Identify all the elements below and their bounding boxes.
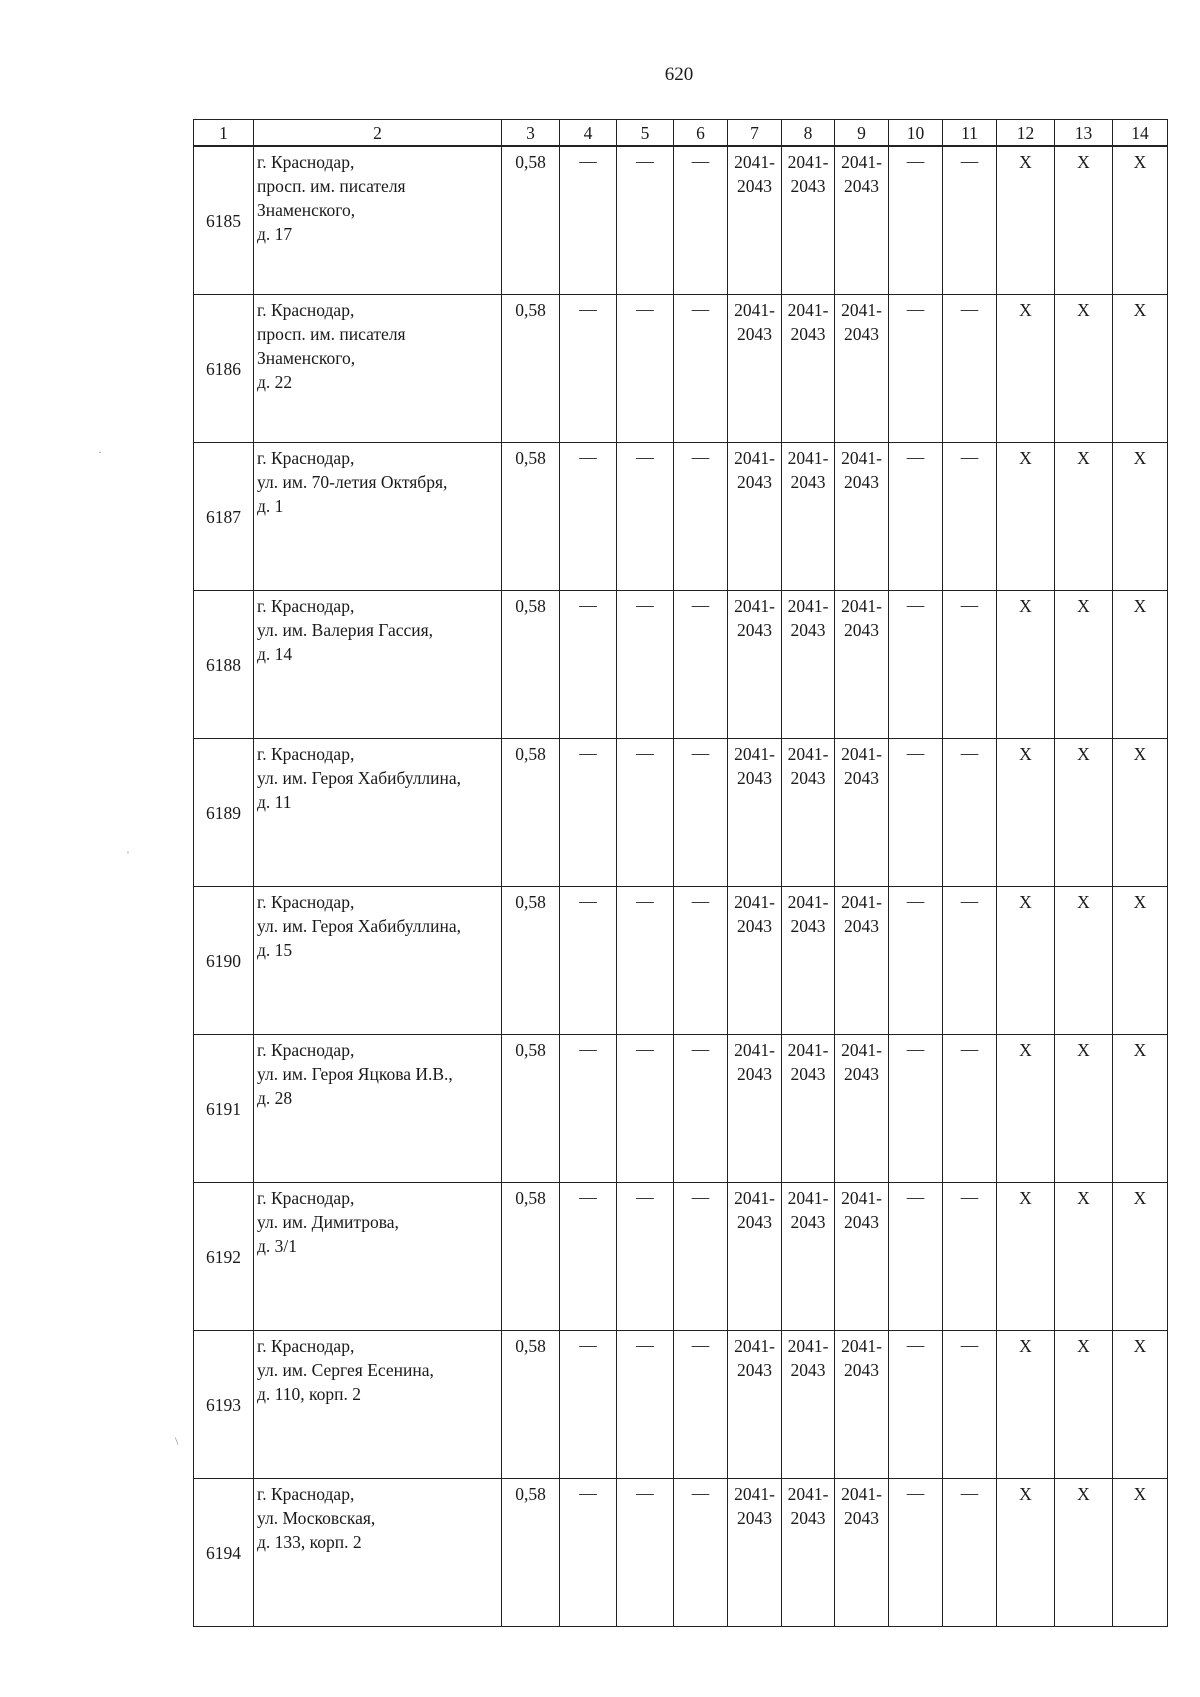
empty-dash-cell: —: [889, 1331, 943, 1479]
period-line: 2043: [737, 768, 772, 788]
column-header: 6: [674, 120, 728, 147]
table-row: [194, 295, 1168, 443]
x-mark-cell: Х: [1113, 1183, 1168, 1331]
period-line: 2041-: [734, 448, 775, 468]
column-header: 12: [997, 120, 1055, 147]
table-row: [194, 1479, 1168, 1627]
empty-dash-cell: —: [943, 295, 997, 443]
address-line: д. 28: [257, 1088, 293, 1108]
address-line: д. 3/1: [257, 1236, 298, 1256]
empty-dash-cell: —: [560, 887, 617, 1035]
empty-dash-cell: —: [674, 146, 728, 295]
address-line: ул. им. Героя Хабибуллина,: [257, 768, 462, 788]
column-header: 1: [194, 120, 254, 147]
empty-dash-cell: —: [617, 295, 674, 443]
column-header: 3: [502, 120, 560, 147]
period-cell: [728, 739, 782, 887]
x-mark-cell: Х: [1055, 295, 1113, 443]
address-line: г. Краснодар,: [257, 744, 355, 764]
x-mark-cell: Х: [997, 295, 1055, 443]
empty-dash-cell: —: [617, 1183, 674, 1331]
x-mark-cell: Х: [1055, 887, 1113, 1035]
period-line: 2041-: [841, 744, 882, 764]
column-number-header-row: [194, 120, 1168, 147]
row-number-cell: 6186: [194, 295, 254, 443]
row-number-cell: 6187: [194, 443, 254, 591]
period-line: 2041-: [841, 448, 882, 468]
x-mark-cell: Х: [997, 443, 1055, 591]
value-cell: 0,58: [502, 1035, 560, 1183]
period-line: 2043: [737, 1360, 772, 1380]
empty-dash-cell: —: [560, 1331, 617, 1479]
period-line: 2043: [844, 620, 879, 640]
period-line: 2041-: [787, 892, 829, 912]
empty-dash-cell: —: [674, 739, 728, 887]
period-line: 2043: [844, 1212, 879, 1232]
row-number-cell: 6189: [194, 739, 254, 887]
value-cell: 0,58: [502, 739, 560, 887]
table-row: [194, 1035, 1168, 1183]
empty-dash-cell: —: [943, 1479, 997, 1627]
period-line: 2041-: [787, 448, 829, 468]
period-line: 2041-: [787, 1188, 829, 1208]
scan-speck: ·: [126, 845, 130, 859]
period-line: 2041-: [787, 1336, 829, 1356]
period-line: 2043: [737, 916, 772, 936]
period-line: 2041-: [734, 1484, 775, 1504]
empty-dash-cell: —: [560, 591, 617, 739]
x-mark-cell: Х: [1055, 1331, 1113, 1479]
empty-dash-cell: —: [943, 887, 997, 1035]
address-cell: [254, 591, 502, 739]
period-cell: [782, 1479, 835, 1627]
x-mark-cell: Х: [1055, 739, 1113, 887]
period-cell: [782, 295, 835, 443]
column-header: 7: [728, 120, 782, 147]
empty-dash-cell: —: [889, 1479, 943, 1627]
column-header: 14: [1113, 120, 1168, 147]
table-row: [194, 1331, 1168, 1479]
period-line: 2043: [790, 768, 826, 788]
address-cell: [254, 146, 502, 295]
address-line: просп. им. писателя: [257, 176, 406, 196]
empty-dash-cell: —: [617, 739, 674, 887]
period-line: 2043: [737, 1064, 772, 1084]
period-line: 2041-: [734, 1040, 775, 1060]
period-line: 2043: [844, 1360, 879, 1380]
empty-dash-cell: —: [943, 443, 997, 591]
empty-dash-cell: —: [560, 443, 617, 591]
period-cell: [782, 887, 835, 1035]
address-cell: [254, 1331, 502, 1479]
address-line: д. 133, корп. 2: [257, 1532, 362, 1552]
column-header: 8: [782, 120, 835, 147]
period-cell: [728, 591, 782, 739]
address-line: г. Краснодар,: [257, 152, 355, 172]
period-cell: [728, 1035, 782, 1183]
address-cell: [254, 295, 502, 443]
value-cell: 0,58: [502, 591, 560, 739]
empty-dash-cell: —: [560, 1035, 617, 1183]
address-line: г. Краснодар,: [257, 1040, 355, 1060]
period-line: 2043: [737, 620, 772, 640]
period-line: 2041-: [841, 1188, 882, 1208]
empty-dash-cell: —: [674, 295, 728, 443]
address-line: г. Краснодар,: [257, 300, 355, 320]
empty-dash-cell: —: [943, 739, 997, 887]
period-cell: [835, 887, 889, 1035]
period-cell: [835, 146, 889, 295]
empty-dash-cell: —: [889, 146, 943, 295]
period-line: 2041-: [734, 1336, 775, 1356]
empty-dash-cell: —: [889, 591, 943, 739]
period-line: 2041-: [734, 744, 775, 764]
address-line: г. Краснодар,: [257, 596, 355, 616]
period-cell: [835, 1035, 889, 1183]
empty-dash-cell: —: [889, 1035, 943, 1183]
address-cell: [254, 443, 502, 591]
empty-dash-cell: —: [560, 739, 617, 887]
address-cell: [254, 887, 502, 1035]
x-mark-cell: Х: [1113, 887, 1168, 1035]
period-cell: [835, 1183, 889, 1331]
x-mark-cell: Х: [1113, 295, 1168, 443]
period-cell: [728, 295, 782, 443]
empty-dash-cell: —: [889, 443, 943, 591]
period-line: 2043: [790, 620, 826, 640]
x-mark-cell: Х: [1113, 1479, 1168, 1627]
period-cell: [728, 1331, 782, 1479]
x-mark-cell: Х: [1113, 1331, 1168, 1479]
empty-dash-cell: —: [560, 1479, 617, 1627]
empty-dash-cell: —: [560, 1183, 617, 1331]
x-mark-cell: Х: [1113, 443, 1168, 591]
x-mark-cell: Х: [997, 1035, 1055, 1183]
empty-dash-cell: —: [617, 887, 674, 1035]
period-line: 2043: [790, 472, 826, 492]
period-line: 2043: [844, 176, 879, 196]
address-line: Знаменского,: [257, 200, 356, 220]
period-line: 2041-: [787, 152, 829, 172]
empty-dash-cell: —: [560, 295, 617, 443]
empty-dash-cell: —: [674, 591, 728, 739]
row-number-cell: 6190: [194, 887, 254, 1035]
table-row: [194, 739, 1168, 887]
table-row: [194, 591, 1168, 739]
table-row: [194, 887, 1168, 1035]
x-mark-cell: Х: [997, 739, 1055, 887]
period-line: 2043: [790, 1360, 826, 1380]
row-number-cell: 6191: [194, 1035, 254, 1183]
address-line: д. 22: [257, 372, 293, 392]
address-line: д. 1: [257, 496, 284, 516]
address-line: просп. им. писателя: [257, 324, 406, 344]
period-cell: [782, 591, 835, 739]
x-mark-cell: Х: [1113, 739, 1168, 887]
empty-dash-cell: —: [674, 443, 728, 591]
row-number-cell: 6194: [194, 1479, 254, 1627]
period-line: 2041-: [787, 1040, 829, 1060]
x-mark-cell: Х: [997, 1331, 1055, 1479]
empty-dash-cell: —: [943, 591, 997, 739]
table-row: [194, 1183, 1168, 1331]
period-cell: [835, 443, 889, 591]
row-number-cell: 6185: [194, 146, 254, 295]
column-header: 2: [254, 120, 502, 147]
x-mark-cell: Х: [1113, 146, 1168, 295]
address-cell: [254, 1479, 502, 1627]
address-line: д. 14: [257, 644, 293, 664]
address-line: ул. им. Героя Хабибуллина,: [257, 916, 462, 936]
period-cell: [728, 887, 782, 1035]
period-line: 2041-: [841, 1040, 882, 1060]
empty-dash-cell: —: [617, 443, 674, 591]
scan-speck: \: [175, 1434, 179, 1448]
period-line: 2043: [844, 1508, 879, 1528]
period-cell: [835, 591, 889, 739]
period-line: 2043: [790, 1212, 826, 1232]
x-mark-cell: Х: [1055, 1183, 1113, 1331]
empty-dash-cell: —: [617, 1035, 674, 1183]
period-cell: [835, 295, 889, 443]
empty-dash-cell: —: [674, 1035, 728, 1183]
address-cell: [254, 1035, 502, 1183]
period-line: 2041-: [841, 152, 882, 172]
address-line: д. 110, корп. 2: [257, 1384, 361, 1404]
period-line: 2041-: [734, 152, 775, 172]
registry-table: [193, 119, 1168, 1627]
table-body: [194, 120, 1168, 1627]
period-line: 2041-: [787, 596, 829, 616]
period-line: 2043: [737, 1212, 772, 1232]
value-cell: 0,58: [502, 1331, 560, 1479]
period-line: 2043: [737, 176, 772, 196]
empty-dash-cell: —: [943, 146, 997, 295]
period-line: 2043: [737, 472, 772, 492]
period-cell: [835, 1479, 889, 1627]
address-cell: [254, 1183, 502, 1331]
x-mark-cell: Х: [997, 1183, 1055, 1331]
empty-dash-cell: —: [674, 1479, 728, 1627]
period-line: 2041-: [787, 300, 829, 320]
page-number: 620: [664, 64, 694, 85]
period-cell: [835, 1331, 889, 1479]
period-line: 2043: [844, 768, 879, 788]
empty-dash-cell: —: [617, 591, 674, 739]
x-mark-cell: Х: [997, 887, 1055, 1035]
column-header: 9: [835, 120, 889, 147]
address-line: г. Краснодар,: [257, 1336, 355, 1356]
address-line: г. Краснодар,: [257, 1484, 355, 1504]
value-cell: 0,58: [502, 443, 560, 591]
value-cell: 0,58: [502, 887, 560, 1035]
period-cell: [782, 443, 835, 591]
period-line: 2041-: [841, 300, 882, 320]
period-line: 2043: [790, 324, 826, 344]
x-mark-cell: Х: [1113, 1035, 1168, 1183]
empty-dash-cell: —: [674, 1183, 728, 1331]
period-cell: [782, 1183, 835, 1331]
period-line: 2043: [790, 1508, 826, 1528]
address-line: д. 17: [257, 224, 293, 244]
period-cell: [782, 146, 835, 295]
empty-dash-cell: —: [889, 295, 943, 443]
row-number-cell: 6188: [194, 591, 254, 739]
value-cell: 0,58: [502, 295, 560, 443]
period-line: 2041-: [734, 1188, 775, 1208]
empty-dash-cell: —: [617, 146, 674, 295]
x-mark-cell: Х: [1113, 591, 1168, 739]
period-line: 2041-: [734, 892, 775, 912]
x-mark-cell: Х: [1055, 443, 1113, 591]
row-number-cell: 6193: [194, 1331, 254, 1479]
period-line: 2041-: [787, 1484, 829, 1504]
x-mark-cell: Х: [1055, 591, 1113, 739]
table-row: [194, 443, 1168, 591]
value-cell: 0,58: [502, 1183, 560, 1331]
address-line: ул. Московская,: [257, 1508, 376, 1528]
period-line: 2043: [844, 916, 879, 936]
table-row: [194, 146, 1168, 295]
period-cell: [782, 1331, 835, 1479]
address-line: ул. им. Димитрова,: [257, 1212, 399, 1232]
period-cell: [728, 443, 782, 591]
period-line: 2041-: [841, 892, 882, 912]
row-number-cell: 6192: [194, 1183, 254, 1331]
empty-dash-cell: —: [943, 1035, 997, 1183]
address-line: ул. им. 70-летия Октября,: [257, 472, 448, 492]
empty-dash-cell: —: [889, 739, 943, 887]
empty-dash-cell: —: [617, 1479, 674, 1627]
period-line: 2041-: [787, 744, 829, 764]
empty-dash-cell: —: [889, 1183, 943, 1331]
period-line: 2043: [844, 324, 879, 344]
address-line: д. 15: [257, 940, 293, 960]
address-line: ул. им. Валерия Гассия,: [257, 620, 434, 640]
column-header: 13: [1055, 120, 1113, 147]
period-line: 2041-: [734, 300, 775, 320]
empty-dash-cell: —: [943, 1331, 997, 1479]
address-line: ул. им. Героя Яцкова И.В.,: [257, 1064, 453, 1084]
empty-dash-cell: —: [674, 1331, 728, 1479]
x-mark-cell: Х: [1055, 146, 1113, 295]
period-line: 2041-: [841, 596, 882, 616]
period-line: 2043: [790, 1064, 826, 1084]
period-cell: [835, 739, 889, 887]
period-cell: [728, 1183, 782, 1331]
x-mark-cell: Х: [997, 591, 1055, 739]
period-cell: [782, 1035, 835, 1183]
address-line: д. 11: [257, 792, 292, 812]
scan-speck: ·: [98, 445, 102, 459]
address-cell: [254, 739, 502, 887]
empty-dash-cell: —: [560, 146, 617, 295]
period-line: 2041-: [841, 1336, 882, 1356]
period-line: 2043: [737, 324, 772, 344]
period-line: 2043: [790, 916, 826, 936]
column-header: 10: [889, 120, 943, 147]
column-header: 4: [560, 120, 617, 147]
period-line: 2041-: [841, 1484, 882, 1504]
empty-dash-cell: —: [674, 887, 728, 1035]
column-header: 5: [617, 120, 674, 147]
x-mark-cell: Х: [997, 146, 1055, 295]
value-cell: 0,58: [502, 146, 560, 295]
value-cell: 0,58: [502, 1479, 560, 1627]
address-line: ул. им. Сергея Есенина,: [257, 1360, 434, 1380]
period-line: 2043: [844, 472, 879, 492]
empty-dash-cell: —: [943, 1183, 997, 1331]
x-mark-cell: Х: [1055, 1479, 1113, 1627]
period-cell: [782, 739, 835, 887]
x-mark-cell: Х: [997, 1479, 1055, 1627]
period-line: 2041-: [734, 596, 775, 616]
period-line: 2043: [737, 1508, 772, 1528]
x-mark-cell: Х: [1055, 1035, 1113, 1183]
address-line: г. Краснодар,: [257, 892, 355, 912]
period-line: 2043: [844, 1064, 879, 1084]
empty-dash-cell: —: [617, 1331, 674, 1479]
address-line: г. Краснодар,: [257, 1188, 355, 1208]
period-line: 2043: [790, 176, 826, 196]
period-cell: [728, 146, 782, 295]
column-header: 11: [943, 120, 997, 147]
address-line: г. Краснодар,: [257, 448, 355, 468]
period-cell: [728, 1479, 782, 1627]
empty-dash-cell: —: [889, 887, 943, 1035]
address-line: Знаменского,: [257, 348, 356, 368]
